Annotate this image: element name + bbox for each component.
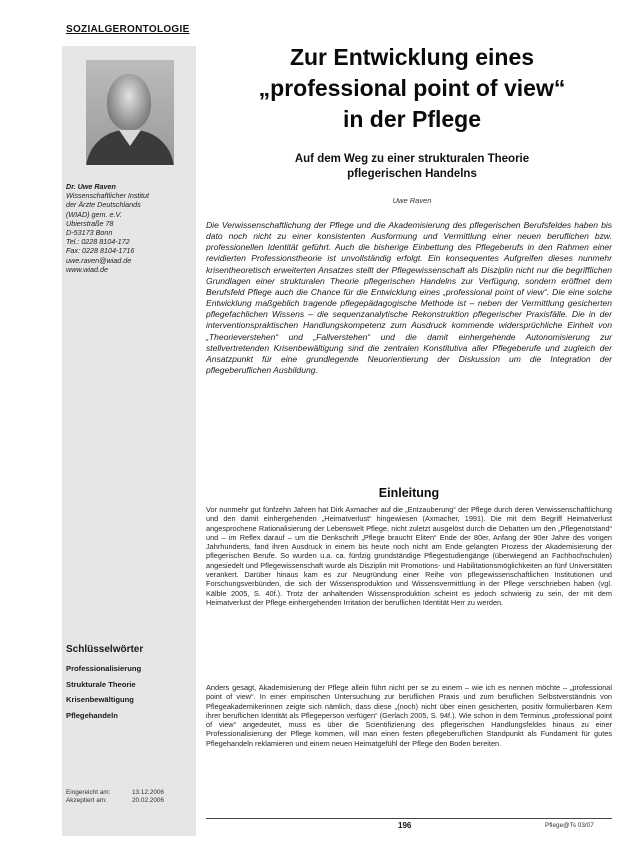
author-line: Fax: 0228 8104-1716 xyxy=(66,246,135,256)
keyword-item: Strukturale Theorie xyxy=(66,679,136,689)
section-heading: Einleitung xyxy=(378,486,440,500)
received-label: Eingereicht am: xyxy=(66,789,111,796)
byline: Uwe Raven xyxy=(392,196,432,205)
abstract xyxy=(206,220,612,376)
footer-divider xyxy=(206,818,612,819)
author-line: Wissenschaftlicher Institut xyxy=(66,191,150,201)
keyword-item: Pflegehandeln xyxy=(66,710,118,720)
section-label: SOZIALGERONTOLOGIE xyxy=(66,24,190,35)
body-paragraph xyxy=(206,505,612,607)
subtitle-line-2: pflegerischen Handelns xyxy=(347,168,477,180)
keyword-item: Krisenbewältigung xyxy=(66,695,134,704)
accepted-date: 20.02.2006 xyxy=(132,797,164,805)
accepted-label: Akzeptiert am: xyxy=(66,797,107,805)
article-title xyxy=(212,42,612,135)
author-email[interactable]: uwe.raven@wiad.de xyxy=(66,255,132,265)
title-line-2: „professional point of view“ xyxy=(258,75,566,101)
keyword-item: Professionalisierung xyxy=(66,664,142,673)
author-name: Dr. Uwe Raven xyxy=(66,182,116,191)
author-website[interactable]: www.wiad.de xyxy=(66,264,108,274)
title-line-1: Zur Entwicklung eines xyxy=(289,44,535,70)
journal-footer: Pflege@Ts 03/07 xyxy=(545,822,594,829)
article-subtitle xyxy=(212,152,612,182)
body-paragraph-2: Anders gesagt, Akademisierung der Pflege allein führt nicht per se zu einem – wie ich es nennen möchte – „professional point of view“. In einer empirischen Untersuchung zur beruflichen Praxis und zum beruflichen Selbstverständnis von Pflegeakademikerinnen zeigte sich nämlich, dass diese „(noch) nicht über einen gesicherten, positiv formulierbaren Kern ihrer beruflichen Identität als Pflegeperson verfügen“ (Gerlach 2005, S. 94f.). Wie schon in dem Terminus „professional point of view“ angedeutet, muss es über die Scientifizierung des pflegerischen Handlungsfeldes hinaus zu einer Professionalisierung der Pflege kommen, will man einen festen pflegeberuflichen Standpunkt als Fundament für gutes Pflegehandeln reklamieren und einem neuen Heimatgefühl der Pflege den Boden bereiten. xyxy=(206,683,612,748)
author-line: (WIAD) gem. e.V. xyxy=(66,209,122,219)
body-paragraph xyxy=(206,683,612,748)
author-line: D-53173 Bonn xyxy=(66,228,113,238)
keywords-box xyxy=(66,644,196,723)
body-paragraph-1: Vor nunmehr gut fünfzehn Jahren hat Dirk Axmacher auf die „Entzauberung“ der Pflege durch deren Verwissenschaftlichung und den damit einhergehenden „Heimatverlust“ hingewiesen (Axmacher, 1991). Die mit dem Begriff Heimatverlust angesprochene Rationalisierung der Lebenswelt Pflege, nicht zuletzt ausgelöst durch die Debatten um den „Pflegenotstand“ und – im Reflex darauf – um die Denkschrift „Pflege braucht Eliten“ Ende der 80er, Anfang der 90er Jahre des vorigen Jahrhunderts, fand ihren Ausdruck in einem bis heute noch nicht am Ende gelangten Prozess der Akademisierung der pflegerischen Berufe. So wurden u.a. ca. fünfzig grundständige Pflegestudiengänge (überwiegend an Fachhochschulen) angesiedelt und Pflegewissenschaft wurde als Disziplin mit Promotions- und Habilitationsmöglichkeiten an fünf Universitäten verankert. Darüber hinaus kam es zur Neugründung einer Reihe von pflegewissenschaftlichen Institutionen und Forschungsverbünden, die sich der Wissensproduktion und Wissensvermittlung in der Pflege verschrieben haben (vgl. Kälble 2005, S. 40f.). Trotz der anhaltenden Wissensproduktion scheint es jedoch schwierig zu sein, der mit dem Heimatverlust der Pflege einhergehenden Irritation der beruflichen Identität Herr zu werden. xyxy=(206,505,612,607)
author-photo-head xyxy=(107,74,151,130)
submission-dates xyxy=(66,789,196,805)
subtitle-line-1: Auf dem Weg zu einer strukturalen Theorie xyxy=(294,153,530,165)
author-photo xyxy=(86,60,174,165)
author-affiliation xyxy=(66,182,196,274)
abstract-text: Die Verwissenschaftlichung der Pflege und die Akademisierung des pflegerischen Berufsfeldes haben bis dato noch nicht zu einer konsistenten Ausformung und Vermittlung einer neuen beruflichen bzw. professionellen Identität geführt. Auch die bisherige Einbettung des Pflegeberufs in den Rahmen einer revidierten Professionstheorie ist unvollständig erfolgt. Ein konsequentes Aufgreifen dieses nunmehr krisentheoretisch erweiterten Ansatzes stellt der Pflegewissenschaft als Disziplin nicht nur die begrifflichen Grundlagen einer strukturalen Theorie pflegerischen Handelns zur Verfügung, sondern eröffnet dem Berufsfeld Pflege auch die Chance für die Entwicklung eines „professional point of view“. Die eine solche Entwicklung maßgeblich tragende pflegepädagogische Methode ist – neben der Vermittlung gesicherten pflegefachlichen Wissens – die sequenzanalytische Rekonstruktion pflegerischer Praxisfälle. Die in der interventionspraktischen Handlungskompetenz zum Ausdruck kommende widersprüchliche Einheit von „Theorieverstehen“ und „Fallverstehen“ und die damit einhergehende Autonomisierung zur stellvertretenden Krisenbewältigung sind die zentralen Konstitutiva aller Pflegeberufe und zugleich der Ansatzpunkt für eine grundlegende Neuorientierung der Diskussion um die Integration der pflegeberuflichen Ausbildung. xyxy=(206,220,612,376)
author-line: Ubierstraße 78 xyxy=(66,218,114,228)
keywords-title: Schlüsselwörter xyxy=(66,644,144,655)
title-line-3: in der Pflege xyxy=(342,106,482,132)
author-line: der Ärzte Deutschlands xyxy=(66,200,141,210)
received-date: 13.12.2006 xyxy=(132,789,164,796)
author-line: Tel.: 0228 8104-172 xyxy=(66,237,130,247)
page-number: 196 xyxy=(398,821,412,830)
